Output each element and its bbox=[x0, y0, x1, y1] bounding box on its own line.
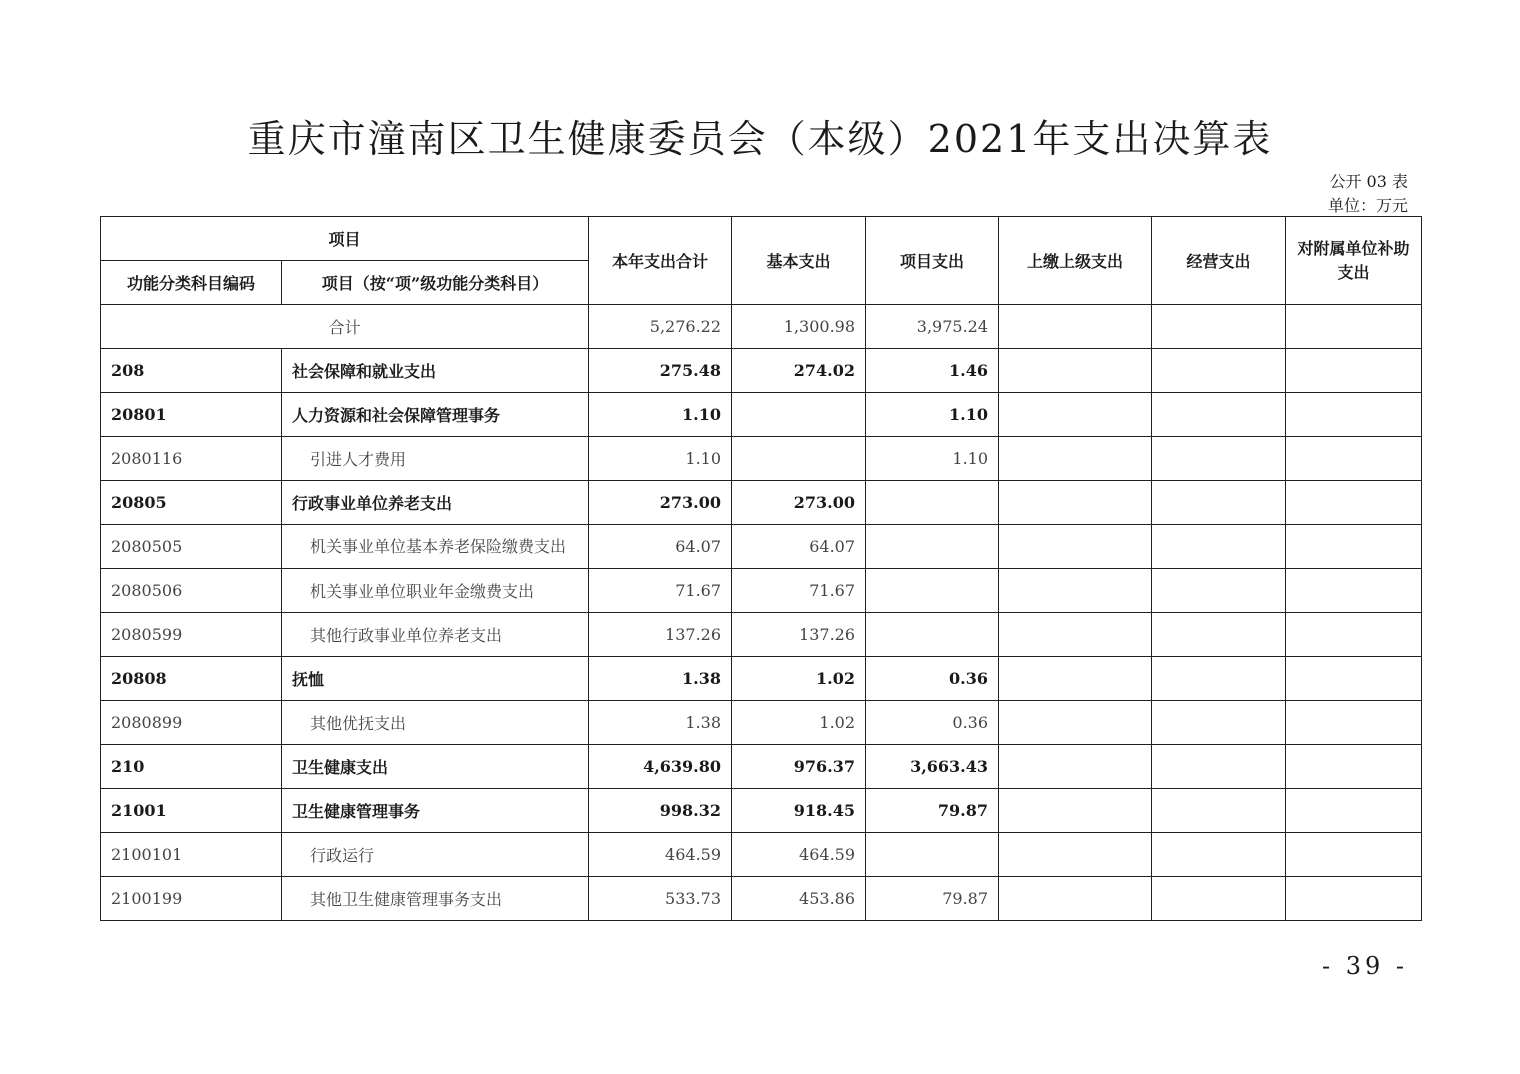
upper-cell bbox=[999, 877, 1152, 921]
project-cell bbox=[866, 833, 999, 877]
project-cell bbox=[866, 481, 999, 525]
total-cell: 533.73 bbox=[589, 877, 732, 921]
business-cell bbox=[1152, 613, 1286, 657]
upper-cell bbox=[999, 833, 1152, 877]
unit-label: 单位：万元 bbox=[1327, 196, 1408, 215]
total-amount: 5,276.22 bbox=[589, 305, 732, 349]
total-cell: 4,639.80 bbox=[589, 745, 732, 789]
header-project: 项目 bbox=[101, 217, 589, 261]
total-cell: 273.00 bbox=[589, 481, 732, 525]
name-cell: 卫生健康管理事务 bbox=[282, 789, 589, 833]
subsidy-cell bbox=[1286, 481, 1422, 525]
total-cell: 275.48 bbox=[589, 349, 732, 393]
header-project-expenditure: 项目支出 bbox=[866, 217, 999, 305]
table-row bbox=[101, 833, 1422, 877]
total-business bbox=[1152, 305, 1286, 349]
code-cell: 2080505 bbox=[101, 525, 282, 569]
basic-cell: 64.07 bbox=[732, 525, 866, 569]
subsidy-cell bbox=[1286, 789, 1422, 833]
code-cell: 21001 bbox=[101, 789, 282, 833]
upper-cell bbox=[999, 569, 1152, 613]
upper-cell bbox=[999, 701, 1152, 745]
name-cell: 行政运行 bbox=[282, 833, 589, 877]
name-cell: 机关事业单位职业年金缴费支出 bbox=[282, 569, 589, 613]
table-row bbox=[101, 613, 1422, 657]
subsidy-cell bbox=[1286, 437, 1422, 481]
code-cell: 2100101 bbox=[101, 833, 282, 877]
code-cell: 2080116 bbox=[101, 437, 282, 481]
upper-cell bbox=[999, 657, 1152, 701]
name-cell: 抚恤 bbox=[282, 657, 589, 701]
table-row bbox=[101, 481, 1422, 525]
project-cell bbox=[866, 569, 999, 613]
name-cell: 社会保障和就业支出 bbox=[282, 349, 589, 393]
code-cell: 2080506 bbox=[101, 569, 282, 613]
code-cell: 210 bbox=[101, 745, 282, 789]
business-cell bbox=[1152, 877, 1286, 921]
code-cell: 20805 bbox=[101, 481, 282, 525]
business-cell bbox=[1152, 349, 1286, 393]
subsidy-cell bbox=[1286, 657, 1422, 701]
total-project: 3,975.24 bbox=[866, 305, 999, 349]
code-cell: 20808 bbox=[101, 657, 282, 701]
total-cell: 71.67 bbox=[589, 569, 732, 613]
basic-cell: 976.37 bbox=[732, 745, 866, 789]
header-subsidy: 对附属单位补助支出 bbox=[1286, 217, 1422, 305]
name-cell: 其他优抚支出 bbox=[282, 701, 589, 745]
total-cell: 64.07 bbox=[589, 525, 732, 569]
project-cell: 79.87 bbox=[866, 877, 999, 921]
upper-cell bbox=[999, 789, 1152, 833]
basic-cell: 273.00 bbox=[732, 481, 866, 525]
header-func-code: 功能分类科目编码 bbox=[101, 261, 282, 305]
total-cell: 1.10 bbox=[589, 393, 732, 437]
total-cell: 1.38 bbox=[589, 657, 732, 701]
header-func-name: 项目（按“项”级功能分类科目） bbox=[282, 261, 589, 305]
name-cell: 行政事业单位养老支出 bbox=[282, 481, 589, 525]
total-cell: 137.26 bbox=[589, 613, 732, 657]
name-cell: 人力资源和社会保障管理事务 bbox=[282, 393, 589, 437]
total-upper bbox=[999, 305, 1152, 349]
total-subsidy bbox=[1286, 305, 1422, 349]
header-basic: 基本支出 bbox=[732, 217, 866, 305]
total-cell: 464.59 bbox=[589, 833, 732, 877]
header-business: 经营支出 bbox=[1152, 217, 1286, 305]
business-cell bbox=[1152, 789, 1286, 833]
basic-cell: 274.02 bbox=[732, 349, 866, 393]
table-row bbox=[101, 349, 1422, 393]
basic-cell: 1.02 bbox=[732, 701, 866, 745]
total-cell: 1.38 bbox=[589, 701, 732, 745]
project-cell: 3,663.43 bbox=[866, 745, 999, 789]
business-cell bbox=[1152, 393, 1286, 437]
upper-cell bbox=[999, 525, 1152, 569]
code-cell: 20801 bbox=[101, 393, 282, 437]
total-basic: 1,300.98 bbox=[732, 305, 866, 349]
upper-cell bbox=[999, 481, 1152, 525]
project-cell: 0.36 bbox=[866, 701, 999, 745]
business-cell bbox=[1152, 525, 1286, 569]
name-cell: 其他卫生健康管理事务支出 bbox=[282, 877, 589, 921]
page-number: - 39 - bbox=[1321, 952, 1408, 980]
basic-cell: 71.67 bbox=[732, 569, 866, 613]
business-cell bbox=[1152, 569, 1286, 613]
basic-cell: 1.02 bbox=[732, 657, 866, 701]
expenditure-table bbox=[100, 216, 1422, 921]
subsidy-cell bbox=[1286, 613, 1422, 657]
project-cell: 1.10 bbox=[866, 393, 999, 437]
total-label: 合计 bbox=[101, 305, 589, 349]
table-row bbox=[101, 657, 1422, 701]
code-cell: 2080899 bbox=[101, 701, 282, 745]
subsidy-cell bbox=[1286, 877, 1422, 921]
name-cell: 引进人才费用 bbox=[282, 437, 589, 481]
project-cell bbox=[866, 525, 999, 569]
subsidy-cell bbox=[1286, 393, 1422, 437]
header-upper: 上缴上级支出 bbox=[999, 217, 1152, 305]
table-row bbox=[101, 393, 1422, 437]
business-cell bbox=[1152, 745, 1286, 789]
code-cell: 2100199 bbox=[101, 877, 282, 921]
business-cell bbox=[1152, 701, 1286, 745]
table-row bbox=[101, 745, 1422, 789]
business-cell bbox=[1152, 437, 1286, 481]
business-cell bbox=[1152, 657, 1286, 701]
basic-cell bbox=[732, 393, 866, 437]
total-cell: 998.32 bbox=[589, 789, 732, 833]
subsidy-cell bbox=[1286, 525, 1422, 569]
name-cell: 其他行政事业单位养老支出 bbox=[282, 613, 589, 657]
project-cell: 79.87 bbox=[866, 789, 999, 833]
basic-cell: 137.26 bbox=[732, 613, 866, 657]
header-row-1 bbox=[101, 217, 1422, 261]
project-cell bbox=[866, 613, 999, 657]
header-total: 本年支出合计 bbox=[589, 217, 732, 305]
table-row bbox=[101, 701, 1422, 745]
form-code: 公开 03 表 bbox=[1329, 172, 1408, 191]
name-cell: 机关事业单位基本养老保险缴费支出 bbox=[282, 525, 589, 569]
code-cell: 208 bbox=[101, 349, 282, 393]
project-cell: 1.10 bbox=[866, 437, 999, 481]
table-row bbox=[101, 789, 1422, 833]
total-cell: 1.10 bbox=[589, 437, 732, 481]
upper-cell bbox=[999, 437, 1152, 481]
project-cell: 1.46 bbox=[866, 349, 999, 393]
subsidy-cell bbox=[1286, 349, 1422, 393]
basic-cell: 453.86 bbox=[732, 877, 866, 921]
project-cell: 0.36 bbox=[866, 657, 999, 701]
subsidy-cell bbox=[1286, 833, 1422, 877]
upper-cell bbox=[999, 349, 1152, 393]
upper-cell bbox=[999, 393, 1152, 437]
upper-cell bbox=[999, 613, 1152, 657]
page-title: 重庆市潼南区卫生健康委员会（本级）2021年支出决算表 bbox=[247, 117, 1273, 161]
table-row bbox=[101, 437, 1422, 481]
subsidy-cell bbox=[1286, 745, 1422, 789]
business-cell bbox=[1152, 833, 1286, 877]
table-row bbox=[101, 525, 1422, 569]
code-cell: 2080599 bbox=[101, 613, 282, 657]
subsidy-cell bbox=[1286, 569, 1422, 613]
basic-cell bbox=[732, 437, 866, 481]
total-row bbox=[101, 305, 1422, 349]
basic-cell: 464.59 bbox=[732, 833, 866, 877]
upper-cell bbox=[999, 745, 1152, 789]
name-cell: 卫生健康支出 bbox=[282, 745, 589, 789]
basic-cell: 918.45 bbox=[732, 789, 866, 833]
table-row bbox=[101, 569, 1422, 613]
business-cell bbox=[1152, 481, 1286, 525]
table-row bbox=[101, 877, 1422, 921]
subsidy-cell bbox=[1286, 701, 1422, 745]
